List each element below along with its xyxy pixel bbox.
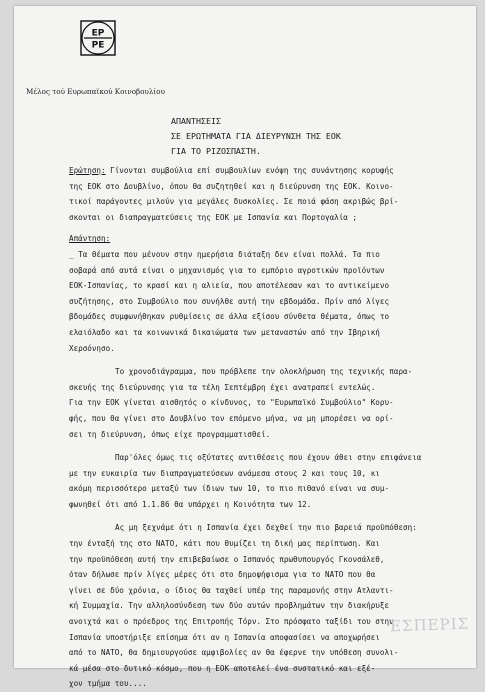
document-page [14, 6, 476, 689]
text-line: Παρ'όλες όμως τις οξύτατες αντιθέσεις που έχουν άθει στην επιφάνεια [115, 453, 422, 463]
answer-label: Απάντηση: [69, 234, 111, 244]
text-line: της ΕΟΚ στο Δουβλίνο, όπου θα συζητηθεί και η διεύρυνση της ΕΟΚ. Κοινο- [69, 181, 394, 191]
member-caption: Μέλος τού Ευρωπαϊκού Κοινοβουλίου [26, 87, 165, 96]
text-line: φωνηθεί ότι από 1.1.86 θα υπάρχει η Κοινότητα των 12. [69, 499, 312, 509]
text-line: την ένταξή της στο ΝΑΤΟ, κάτι που θυμίζει τη δική μας περίπτωση. Και [69, 539, 380, 549]
answer-paragraph-3 [69, 450, 465, 512]
text-line: ελαιόλαδο και τα κοινωνικά δικαιώματα των μεταναστών από την Ιβηρική [69, 327, 380, 337]
text-line: ακόμη περισσότερο μεταξύ των ίδιων των 10, το πιο πιθανό είναι να συμ- [69, 484, 390, 494]
text-line: Ισπανία υποστήριξε επίσημα ότι αν η Ισπανία αποφασίσει να αποχωρήσει [69, 632, 380, 642]
answer-paragraph-4 [69, 520, 465, 692]
document-heading [171, 114, 341, 159]
text-line: από το ΝΑΤΟ, θα δημιουργούσε αμφιβολίες αν θα έφερνε την υπόθεση συνολι- [69, 648, 399, 658]
text-line: κή Συμμαχία. Την αλληλοσύνδεση των δύο αυτών προβλημάτων την διακήρυξε [69, 601, 390, 611]
text-line: γίνει σε δύο χρόνια, ο ίδιος θα ταχθεί υπέρ της παραμονής στην Ατλαντι- [69, 585, 394, 595]
text-line: Για την ΕΟΚ γίνεται αισθητός ο κίνδυνος, το "Ευρωπαϊκό Συμβούλιο" Κορυ- [69, 398, 394, 408]
text-line: σκονται οι διαπραγματεύσεις της ΕΟΚ με Ισπανία και Πορτογαλία ; [69, 212, 358, 222]
text-line: χον τμήμα του.... [69, 679, 147, 689]
svg-text:ΡΕ: ΡΕ [91, 40, 105, 51]
heading-line: ΑΠΑΝΤΗΣΕΙΣ [171, 116, 221, 126]
question-first-line [69, 163, 465, 179]
text-line: όταν δήλωσε πρίν λίγες μέρες ότι στο δημοψήφισμα για το ΝΑΤΟ που θα [69, 570, 376, 580]
text-line: ΕΟΚ-Ισπανίας, το κρασί και η αλιεία, που αποτέλεσαν και το αντικείμενο [69, 281, 390, 291]
answer-paragraph-1 [69, 247, 465, 356]
heading-line: ΣΕ ΕΡΩΤΗΜΑΤΑ ΓΙΑ ΔΙΕΥΡΥΝΣΗ ΤΗΣ ΕΟΚ [171, 131, 341, 141]
question-text: Γίνονται συμβούλια επί συμβουλίων ενόψη της συνάντησης κορυφής [105, 166, 394, 175]
text-line: συζήτησης, στο Συμβούλιο που συνήλθε αυτή την εβδομάδα. Πρίν από λίγες [69, 296, 390, 306]
text-line: σκευής της διεύρυνσης για τα τέλη Σεπτέμβρη έχει ανατραπεί εντελώς. [69, 382, 376, 392]
text-line: κά μέσα στο δυτικό κόσμο, που η ΕΟΚ αποτελεί ένα συστατικό και εξέ- [69, 663, 376, 673]
text-line: Ας μη ξεχνάμε ότι η Ισπανία έχει δεχθεί την πιο βαρειά προϋπόθεση: [115, 523, 417, 533]
text-line: Χερσόνησο. [69, 343, 115, 353]
text-line: βδομάδες συμφωνήθηκαν ρυθμίσεις σε άλλα εξίσου σύνθετα θέματα, όπως το [69, 312, 390, 322]
text-line: την προϋπόθεση αυτή την επιβεβαίωσε ο Ισπανός πρωθυπουργός Γκονσάλεθ, [69, 554, 385, 564]
text-line: σει τη διεύρυνση, όπως είχε προγραμματισθεί. [69, 429, 271, 439]
answer-paragraph-2 [69, 364, 465, 442]
eppe-logo-icon [80, 20, 116, 56]
heading-line: ΓΙΑ ΤΟ ΡΙΖΟΣΠΑΣΤΗ. [171, 146, 261, 156]
text-line: _ Τα θέματα που μένουν στην ημερήσια διάταξη δεν είναι πολλά. Τα πιο [69, 249, 380, 259]
text-line: Το χρονοδιάγραμμα, που πρόβλεπε την ολοκλήρωση της τεχνικής παρα- [115, 367, 413, 377]
answer-label-line [69, 231, 465, 247]
question-label: Ερώτηση: [69, 166, 106, 175]
text-line: φής, που θα γίνει στο Δουβλίνο τον επόμενο μήνα, να μη μπορέσει να ορί- [69, 413, 394, 423]
text-line: σοβαρά από αυτά είναι ο μηχανισμός για το εμπόριο αγροτικών προϊόντων [69, 265, 385, 275]
question-lines [69, 179, 465, 226]
watermark-stamp: ΕΣΠΕΡΙΣ [389, 614, 470, 636]
svg-text:ΕΡ: ΕΡ [91, 28, 105, 39]
document-body [69, 163, 465, 692]
text-line: τικοί παράγοντες μιλούν για μεγάλες δυσκολίες. Σε ποιά φάση ακριβώς βρί- [69, 197, 399, 207]
text-line: με την ευκαιρία των διαπραγματεύσεων ανάμεσα στους 2 και τους 10, κι [69, 468, 380, 478]
text-line: ανοιχτά και ο πρόεδρος της Επιτροπής Τόρν. Στο πρόσφατο ταξίδι του στην [69, 617, 394, 627]
